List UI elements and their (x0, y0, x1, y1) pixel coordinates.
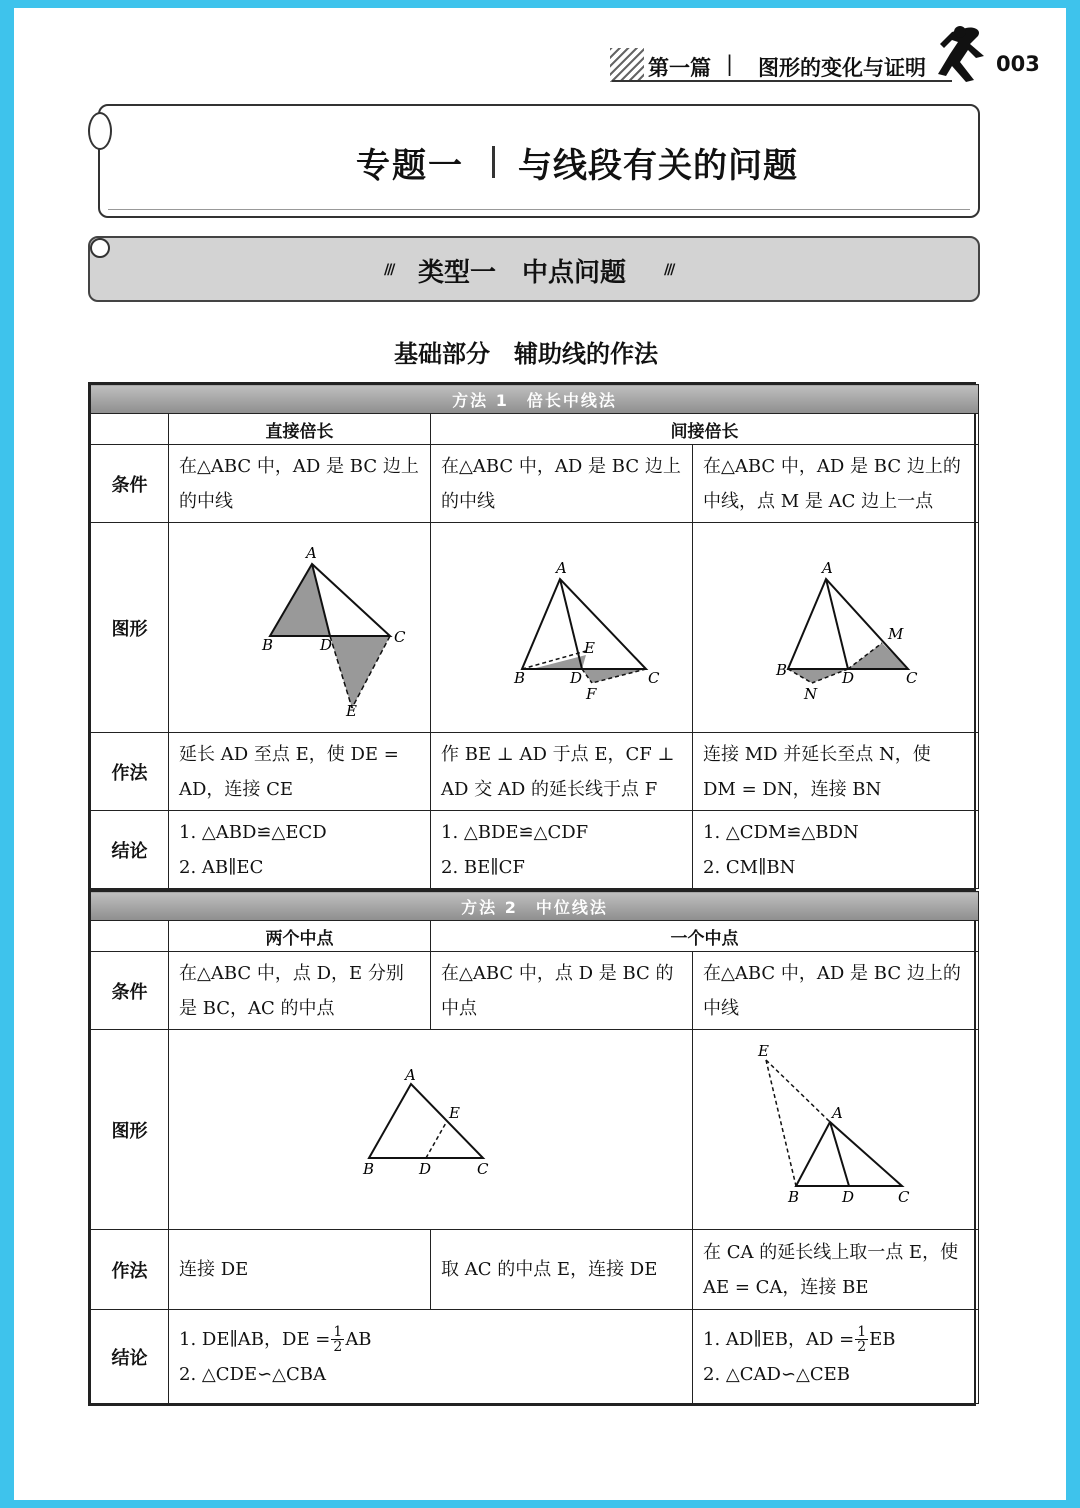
binder-ring-icon (90, 238, 110, 258)
method-cell: 连接 MD 并延长至点 N，使 DM = DN，连接 BN (693, 733, 979, 811)
fig-label: A (404, 1065, 416, 1084)
method-cell: 作 BE ⊥ AD 于点 E，CF ⊥ AD 交 AD 的延长线于点 F (431, 733, 693, 811)
header-chapter: 图形的变化与证明 (758, 56, 926, 80)
condition-cell: 在△ABC 中，点 D，E 分别是 BC，AC 的中点 (169, 952, 431, 1030)
figure-indirect-perp (462, 551, 662, 701)
fig-label: B (775, 660, 787, 679)
fig-label: C (905, 668, 917, 687)
fig-label: F (585, 684, 596, 703)
fig-label: D (841, 1187, 854, 1206)
fig-label: B (261, 635, 273, 654)
page-number: 003 (996, 52, 1040, 76)
fig-label: C (647, 668, 659, 687)
method1-band: 方法 1 倍长中线法 (91, 385, 979, 414)
conclusion-cell: 1. DE∥AB，DE = $\frac{1}{2}$ AB 2. △CDE∽△CBA (169, 1310, 693, 1404)
runner-icon (930, 22, 996, 88)
figure-cell (693, 1030, 979, 1230)
type-title: 类型一 中点问题 (418, 258, 627, 288)
slash-deco-icon: /// (384, 262, 394, 278)
binder-clip-icon (88, 112, 112, 150)
header-divider: | (726, 52, 734, 76)
fig-label: D (319, 635, 332, 654)
fig-label: D (418, 1159, 431, 1178)
figure-direct-double (200, 536, 405, 720)
method-cell: 连接 DE (169, 1230, 431, 1310)
conclusion-cell: 1. △BDE≌△CDF 2. BE∥CF (431, 811, 693, 889)
row-label-figure: 图形 (91, 1030, 169, 1230)
method2-table (88, 891, 976, 1406)
topic-number: 专题一 (356, 146, 464, 186)
figure-cell (693, 523, 979, 733)
method-cell: 取 AC 的中点 E，连接 DE (431, 1230, 693, 1310)
method1-table (88, 382, 976, 891)
row-label-method: 作法 (91, 1230, 169, 1310)
fig-label: C (393, 627, 405, 646)
fig-label: E (583, 638, 595, 657)
conclusion-cell: 1. AD∥EB，AD = $\frac{1}{2}$ EB 2. △CAD∽△CEB (693, 1310, 979, 1404)
fraction-half: $\frac{1}{2}$ (857, 1324, 867, 1355)
row-label-condition: 条件 (91, 952, 169, 1030)
method-cell: 延长 AD 至点 E，使 DE = AD，连接 CE (169, 733, 431, 811)
col-header-direct: 直接倍长 (169, 414, 431, 445)
topic-title: 与线段有关的问题 (518, 146, 798, 186)
col-header-indirect: 间接倍长 (431, 414, 979, 445)
slash-deco-icon: /// (664, 262, 674, 278)
row-label-conclusion: 结论 (91, 1310, 169, 1404)
section-heading: 基础部分 辅助线的作法 (394, 340, 658, 368)
condition-cell: 在△ABC 中，点 D 是 BC 的中点 (431, 952, 693, 1030)
fig-label: B (787, 1187, 799, 1206)
condition-cell: 在△ABC 中，AD 是 BC 边上的中线 (169, 445, 431, 523)
topic-separator (492, 146, 495, 178)
fig-label: C (897, 1187, 909, 1206)
row-label-method: 作法 (91, 733, 169, 811)
fig-label: A (831, 1103, 843, 1122)
fig-label: E (757, 1041, 769, 1060)
fig-label: C (476, 1159, 488, 1178)
figure-indirect-extend (736, 551, 936, 701)
conclusion-cell: 1. △CDM≌△BDN 2. CM∥BN (693, 811, 979, 889)
fig-label: A (821, 558, 833, 577)
fig-label: E (345, 701, 357, 720)
fig-label: A (305, 543, 317, 562)
fig-label: N (803, 684, 817, 703)
header-part: 第一篇 (648, 56, 711, 80)
figure-midline (331, 1065, 531, 1188)
figure-extend-median (726, 1038, 946, 1218)
fraction-half: $\frac{1}{2}$ (333, 1324, 343, 1355)
fig-label: D (569, 668, 582, 687)
figure-cell (431, 523, 693, 733)
header-rule (612, 80, 952, 82)
fig-label: E (448, 1103, 460, 1122)
figure-cell (169, 523, 431, 733)
method-cell: 在 CA 的延长线上取一点 E，使 AE = CA，连接 BE (693, 1230, 979, 1310)
condition-cell: 在△ABC 中，AD 是 BC 边上的中线 (431, 445, 693, 523)
row-label-condition: 条件 (91, 445, 169, 523)
method2-band: 方法 2 中位线法 (91, 892, 979, 921)
fig-label: M (887, 624, 903, 643)
condition-cell: 在△ABC 中，AD 是 BC 边上的中线，点 M 是 AC 边上一点 (693, 445, 979, 523)
header-stripes (610, 48, 644, 82)
fig-label: B (362, 1159, 374, 1178)
row-label-conclusion: 结论 (91, 811, 169, 889)
fig-label: A (555, 558, 567, 577)
condition-cell: 在△ABC 中，AD 是 BC 边上的中线 (693, 952, 979, 1030)
corner-cell (91, 414, 169, 445)
figure-cell (169, 1030, 693, 1230)
conclusion-cell: 1. △ABD≌△ECD 2. AB∥EC (169, 811, 431, 889)
col-header-two-midpoints: 两个中点 (169, 921, 431, 952)
row-label-figure: 图形 (91, 523, 169, 733)
fig-label: B (513, 668, 525, 687)
corner-cell (91, 921, 169, 952)
col-header-one-midpoint: 一个中点 (431, 921, 979, 952)
fig-label: D (841, 668, 854, 687)
